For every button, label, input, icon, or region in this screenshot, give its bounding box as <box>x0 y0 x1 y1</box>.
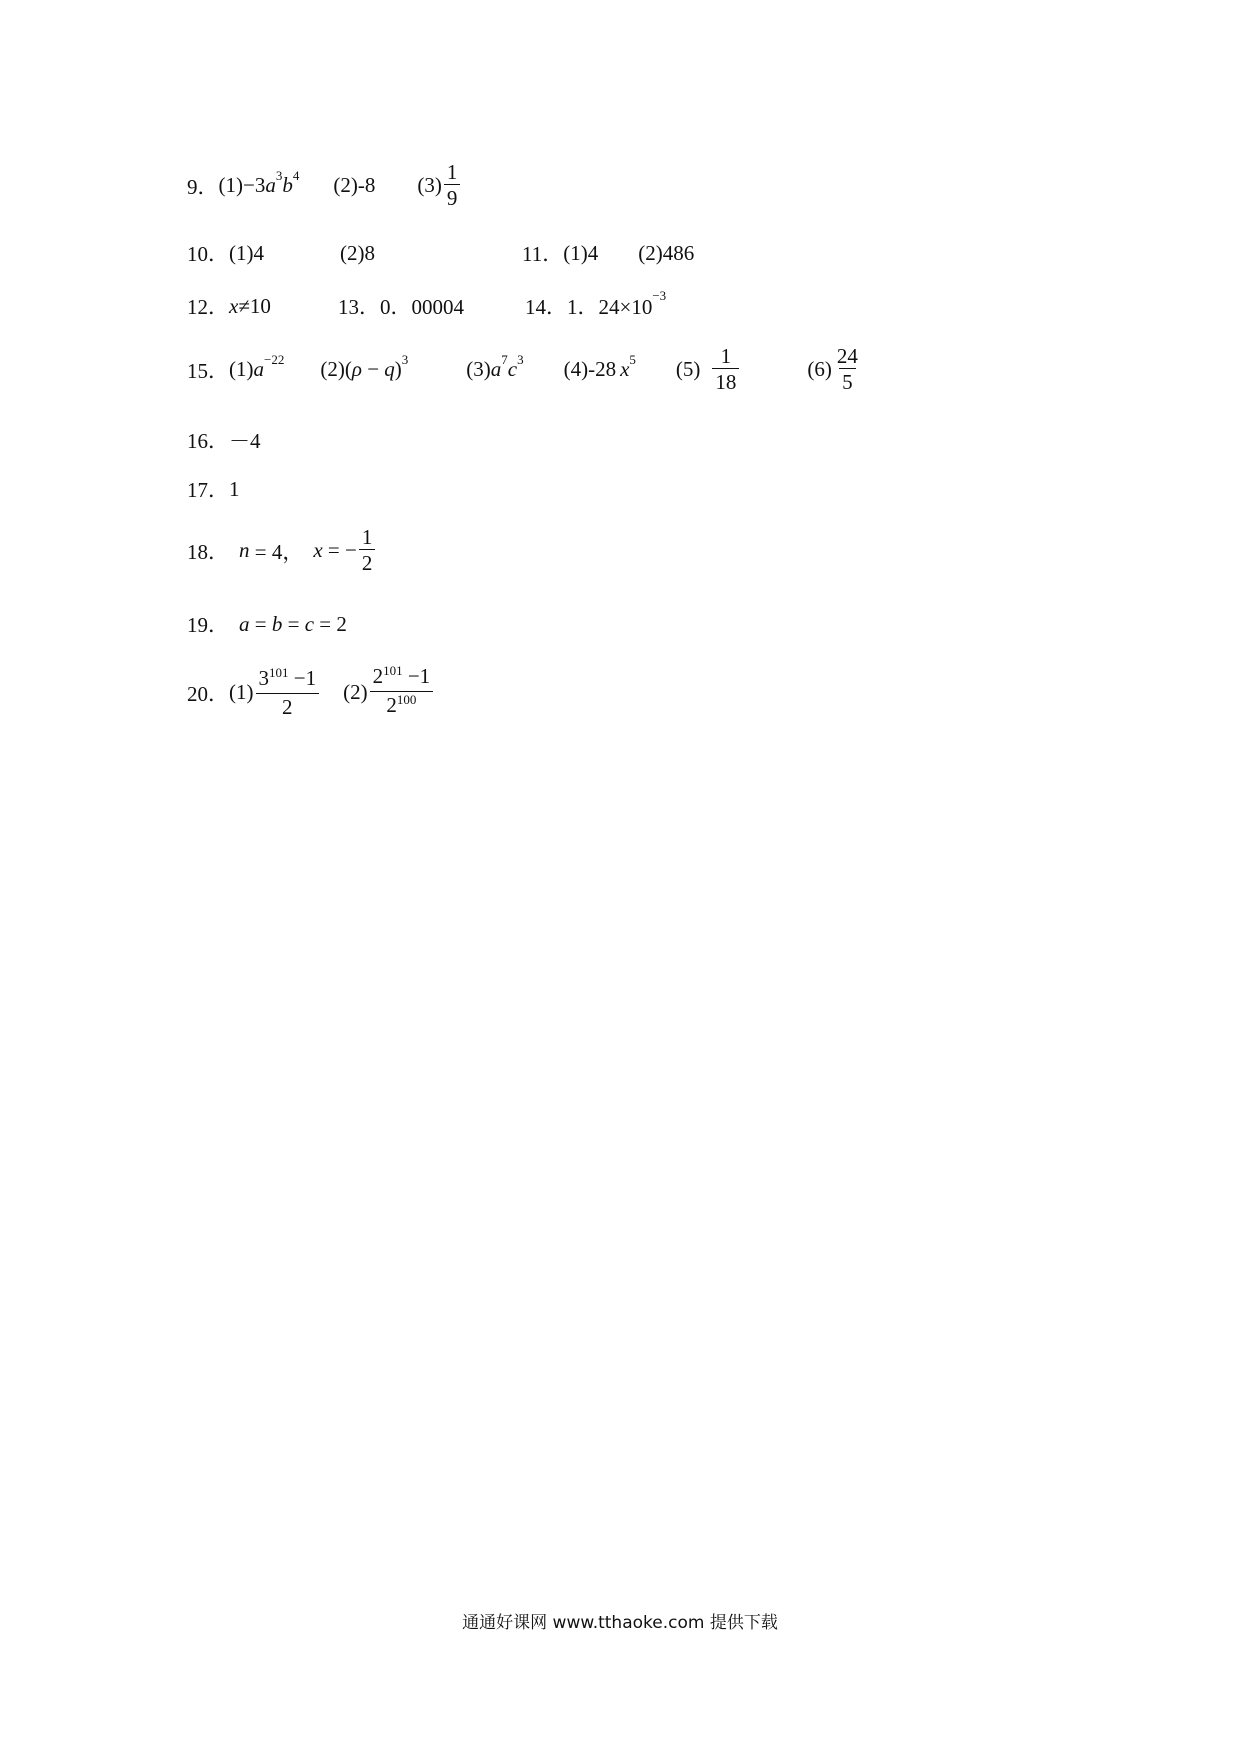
question-number: 10． <box>187 242 229 266</box>
answer-11: 11． (1)4 (2)486 <box>522 238 694 268</box>
question-number: 16． <box>187 429 229 453</box>
answer-19: 19． a = b = c = 2 <box>187 609 347 639</box>
answer-9: 9． (1) −3 a 3 b 4 (2)-8 (3) $\frac{1}{9}$ <box>187 160 462 211</box>
question-number: 19． <box>187 613 229 637</box>
answer-15: 15． (1) a −22 (2) ( ρ − q ) 3 (3) a 7 c 3 (4)-28 x 5 (5) $\frac{1}{18}$ (6) $\frac{24}{5}$ <box>187 344 863 395</box>
answer-20: 20． (1) $\frac{3^{101} -1}{2}$ (2) $\frac{2^{101} -1}{2^{100}}$ <box>187 664 435 721</box>
fraction: $\frac{1}{18}$ <box>712 344 739 395</box>
fraction: $\frac{2^{101} -1}{2^{100}}$ <box>370 664 434 721</box>
question-number: 18． <box>187 539 229 564</box>
answer-18: 18． n = 4， x = − $\frac{1}{2}$ <box>187 525 377 576</box>
footer-credit: 通通好课网 www.tthaoke.com 提供下载 <box>462 1613 778 1633</box>
answer-14: 14． 1．24×10 −3 <box>525 288 667 319</box>
answer-12: 12． x ≠10 <box>187 291 271 321</box>
answer-13: 13． 0．00004 <box>338 291 464 321</box>
question-number: 9． <box>187 174 219 199</box>
fraction: $\frac{1}{9}$ <box>444 160 461 211</box>
answer-17: 17． 1 <box>187 474 240 504</box>
question-number: 13． <box>338 295 380 319</box>
question-number: 15． <box>187 358 229 383</box>
question-number: 17． <box>187 478 229 502</box>
fraction: $\frac{1}{2}$ <box>359 525 376 576</box>
question-number: 12． <box>187 295 229 319</box>
answer-10: 10． (1)4 (2)8 <box>187 238 375 268</box>
fraction: $\frac{3^{101} -1}{2}$ <box>256 666 320 720</box>
question-number: 11． <box>522 242 564 266</box>
question-number: 20． <box>187 681 229 706</box>
question-number: 14． <box>525 295 567 319</box>
fraction: $\frac{24}{5}$ <box>836 344 858 394</box>
answer-16: 16． －4 <box>187 425 261 455</box>
